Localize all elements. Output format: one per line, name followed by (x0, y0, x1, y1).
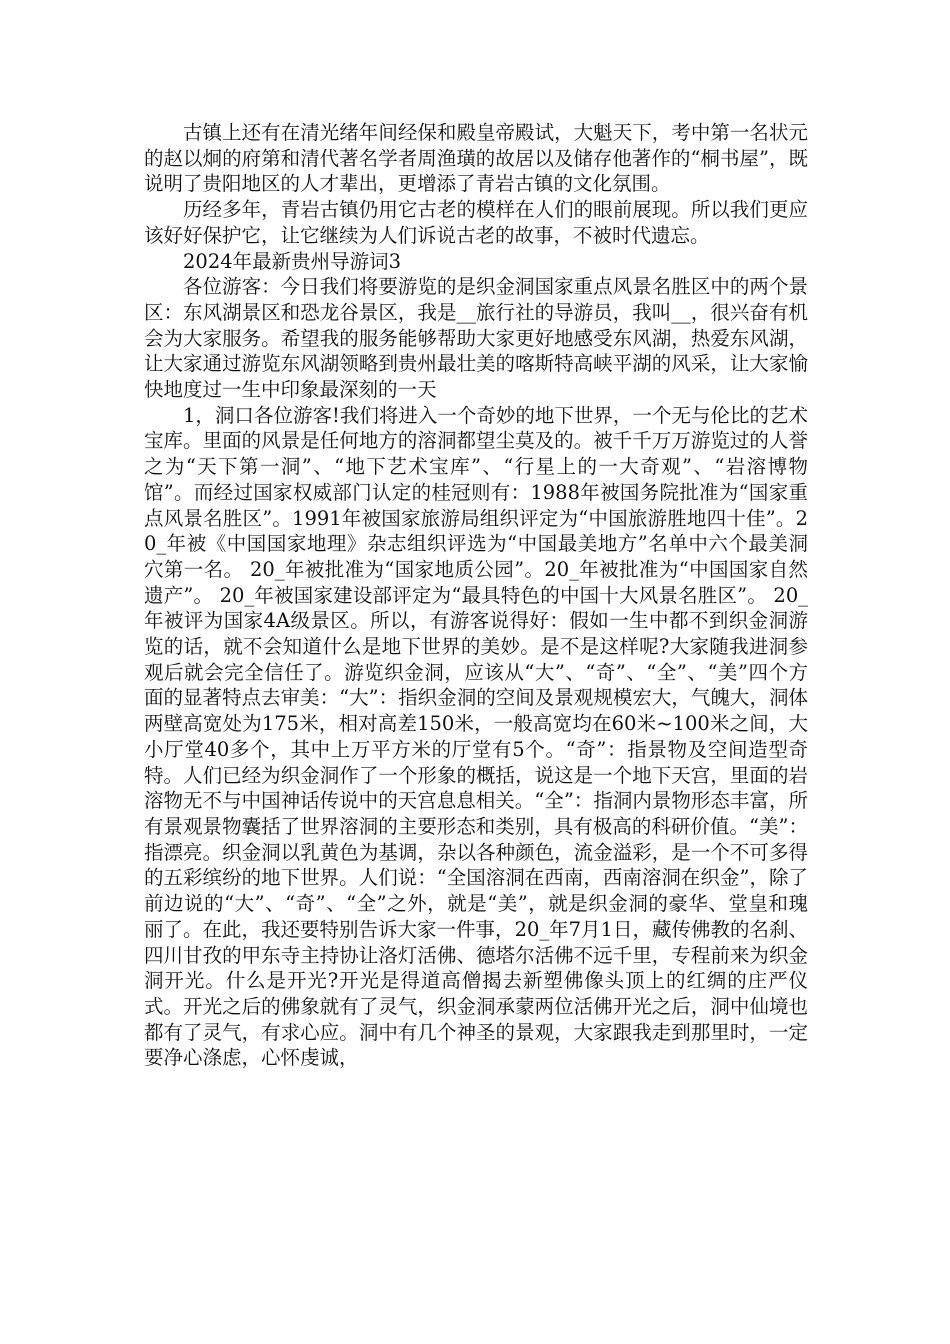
section-heading: 2024年最新贵州导游词3 (183, 249, 402, 273)
document-page (144, 120, 808, 1071)
paragraph-greeting: 各位游客：今日我们将要游览的是织金洞国家重点风景名胜区中的两个景区：东风湖景区和恐龙谷景区，我是__旅行社的导游员，我叫__，很兴奋有机会为大家服务。希望我的服务能够帮助大家更好地感受东风湖，热爱东风湖，让大家通过游览东风湖领略到贵州最壮美的喀斯特高峡平湖的风采，让大家愉快地度过一生中印象最深刻的一天 (144, 275, 808, 402)
paragraph-scholars: 古镇上还有在清光绪年间经保和殿皇帝殿试，大魁天下，考中第一名状元的赵以炯的府第和清代著名学者周渔璜的故居以及储存他著作的“桐书屋”，既说明了贵阳地区的人才辈出，更增添了青岩古镇的文化氛围。 (144, 121, 808, 196)
paragraph-preservation: 历经多年，青岩古镇仍用它古老的模样在人们的眼前展现。所以我们更应该好好保护它，让它继续为人们诉说古老的故事，不被时代遗忘。 (144, 198, 808, 247)
paragraph-cave-entrance: 1，洞口各位游客!我们将进入一个奇妙的地下世界，一个无与伦比的艺术宝库。里面的风景是任何地方的溶洞都望尘莫及的。被千千万万游览过的人誉之为“天下第一洞”、“地下艺术宝库”、“行星上的一大奇观”、“岩溶博物馆”。而经过国家权威部门认定的桂冠则有：1988年被国务院批准为“国家重点风景名胜区”。1991年被国家旅游局组织评定为“中国旅游胜地四十佳”。20_年被《中国国家地理》杂志组织评选为“中国最美地方”名单中六个最美洞穴第一名。 20_年被批准为“国家地质公园”。20_年被批准为“中国国家自然遗产”。 20_年被国家建设部评定为“最具特色的中国十大风景名胜区”。 20_年被评为国家4A级景区。所以，有游客说得好：假如一生中都不到织金洞游览的话，就不会知道什么是地下世界的美妙。是不是这样呢?大家随我进洞参观后就会完全信任了。游览织金洞，应该从“大”、“奇”、“全”、“美”四个方面的显著特点去审美：“大”：指织金洞的空间及景观规模宏大，气魄大，洞体两壁高宽处为175米，相对高差150米，一般高宽均在60米~100米之间，大小厅堂40多个，其中上万平方米的厅堂有5个。“奇”：指景物及空间造型奇特。人们已经为织金洞作了一个形象的概括，说这是一个地下天宫，里面的岩溶物无不与中国神话传说中的天宫息息相关。“全”：指洞内景物形态丰富，所有景观景物囊括了世界溶洞的主要形态和类别，具有极高的科研价值。“美”：指漂亮。织金洞以乳黄色为基调，杂以各种颜色，流金溢彩，是一个不可多得的五彩缤纷的地下世界。人们说：“全国溶洞在西南，西南溶洞在织金”，除了前边说的“大”、“奇”、“全”之外，就是“美”，就是织金洞的豪华、堂皇和瑰丽了。在此，我还要特别告诉大家一件事，20_年7月1日，藏传佛教的名刹、四川甘孜的甲东寺主持协让洛灯活佛、德塔尔活佛不远千里，专程前来为织金洞开光。什么是开光?开光是得道高僧揭去新塑佛像头顶上的红绸的庄严仪式。开光之后的佛象就有了灵气，织金洞承蒙两位活佛开光之后，洞中仙境也都有了灵气，有求心应。洞中有几个神圣的景观，大家跟我走到那里时，一定要净心涤虑，心怀虔诚， (144, 403, 808, 1070)
